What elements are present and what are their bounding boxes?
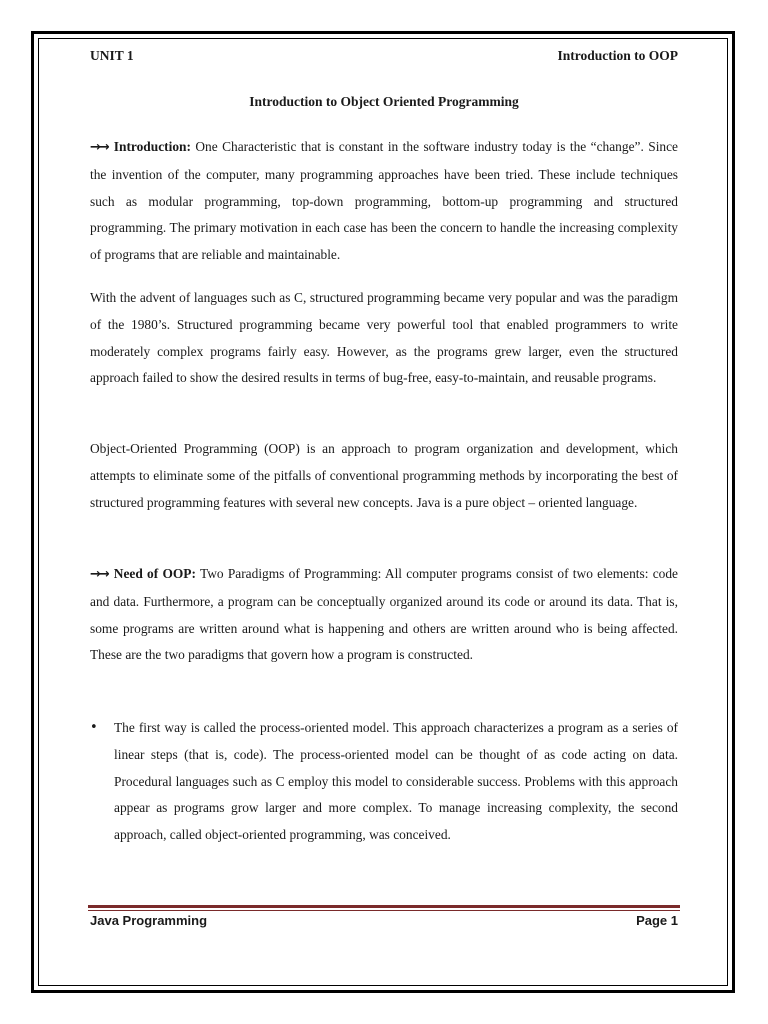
- list-item: [90, 715, 678, 849]
- need-heading: Need of OOP:: [113, 566, 196, 581]
- bullet-text: The first way is called the process-oriented model. This approach characterizes a program as a series of linear steps (that is, code). The process-oriented model can be thought of as code acting on data. Procedural languages such as C employ this model to considerable success. Problems with this approach appear as programs grow larger and more complex. To manage increasing complexity, the second approach, called object-oriented programming, was conceived.: [114, 720, 678, 843]
- paragraph-oop-definition: Object-Oriented Programming (OOP) is an approach to program organization and development, which attempts to eliminate some of the pitfalls of conventional programming methods by incorporating the best of structured programming features with several new concepts. Java is a pure object – oriented language.: [90, 441, 678, 510]
- double-arrow-icon: →→: [90, 567, 108, 582]
- footer-page-number: Page 1: [636, 913, 678, 928]
- bullet-list: [90, 715, 678, 849]
- header-unit: UNIT 1: [90, 48, 134, 63]
- page-header: [90, 48, 678, 68]
- footer-course: Java Programming: [90, 913, 208, 928]
- page-footer: [90, 913, 678, 933]
- need-of-oop-paragraph: [90, 561, 678, 669]
- bullet-icon: •: [90, 720, 98, 735]
- document-title: Introduction to Object Oriented Programming: [249, 94, 519, 109]
- intro-heading: Introduction:: [113, 139, 191, 154]
- header-chapter: Introduction to OOP: [557, 48, 678, 63]
- footer-divider-thick: [88, 905, 680, 908]
- double-arrow-icon: →→: [90, 140, 108, 155]
- need-text: Two Paradigms of Programming: All computer programs consist of two elements: code and data. Furthermore, a program can be conceptually organized around its code or around its data. That is, some programs are written around what is happening and others are written around who is being affected. These are the two paradigms that govern how a program is constructed.: [90, 566, 678, 663]
- intro-text: One Characteristic that is constant in the software industry today is the “change”. Since the invention of the computer, many programming approaches have been tried. These include techniques such as modular programming, top-down programming, bottom-up programming and structured programming. The primary motivation in each case has been the concern to handle the increasing complexity of programs that are reliable and maintainable.: [90, 139, 678, 263]
- footer-divider-thin: [88, 910, 680, 911]
- intro-paragraph: [90, 134, 678, 269]
- paragraph-structured-programming: With the advent of languages such as C, structured programming became very popular and was the paradigm of the 1980’s. Structured programming became very powerful tool that enabled programmers to write moderately complex programs fairly easy. However, as the programs grew larger, even the structured approach failed to show the desired results in terms of bug-free, easy-to-maintain, and reusable programs.: [90, 290, 678, 386]
